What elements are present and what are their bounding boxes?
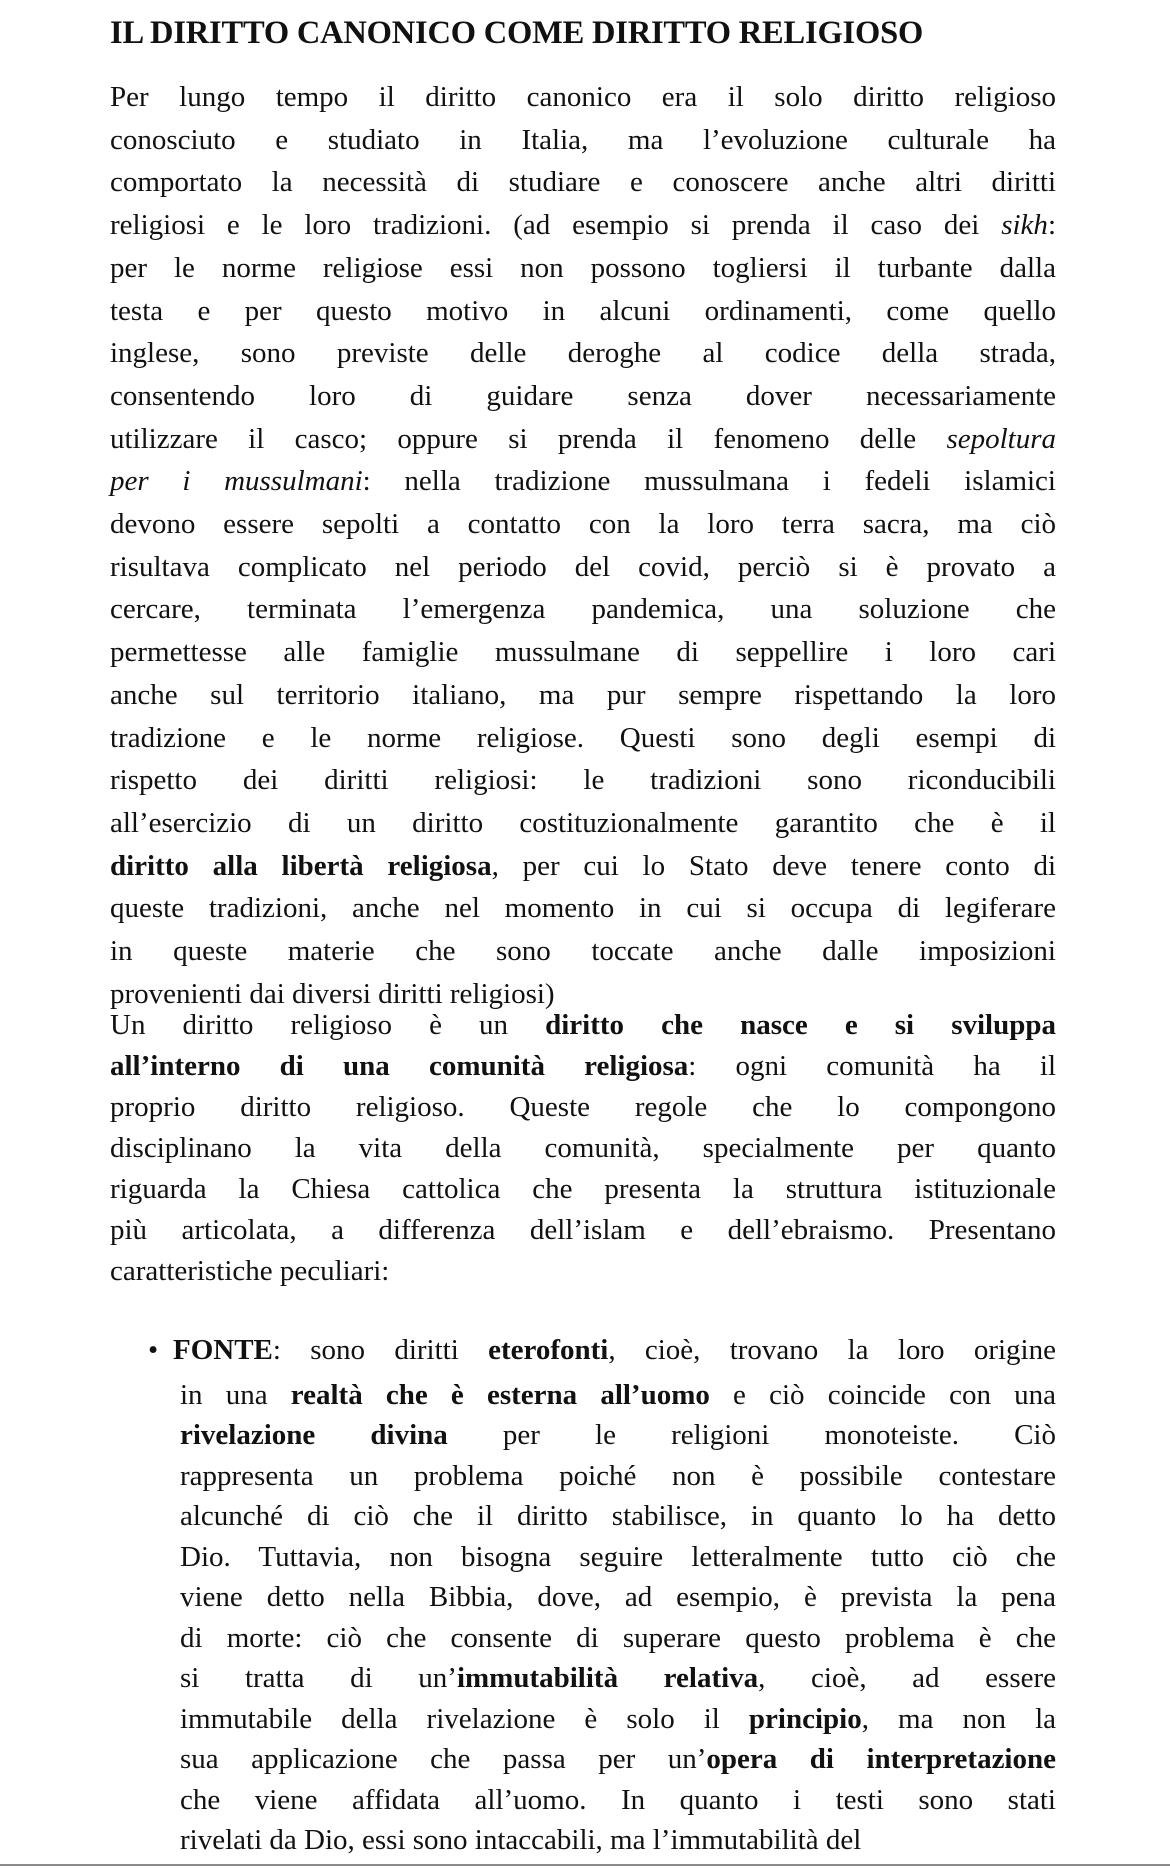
text-run: rappresenta un problema poiché non è possibile contestare [180,1459,1056,1492]
text-line [110,759,1056,802]
text-run: , cioè, ad essere [758,1662,1057,1694]
text-run: consentendo loro di guidare senza dover necessariamente [110,379,1056,412]
text-line [110,1210,1056,1251]
text-line [180,1577,1056,1618]
text-run: di morte: ciò che consente di superare questo problema è che [180,1621,1056,1654]
text-run: cercare, terminata l’emergenza pandemica, una soluzione che [110,593,1056,626]
text-run: e ciò coincide con una [709,1378,1057,1411]
bold-emphasis: rivelazione divina [180,1419,448,1451]
bullet-first-line [173,1330,1056,1371]
text-run: comportato la necessità di studiare e conoscere anche altri diritti [110,166,1056,199]
text-line [110,1087,1056,1128]
text-line [110,247,1056,290]
bullet-body [180,1375,1056,1861]
text-run: all’esercizio di un diritto costituzionalmente garantito che è il [110,806,1056,839]
bold-emphasis: diritto che nasce e si sviluppa [545,1009,1056,1041]
text-run: testa e per questo motivo in alcuni ordinamenti, come quello [110,294,1056,327]
text-run: riguarda la Chiesa cattolica che presenta la struttura istituzionale [110,1173,1056,1205]
paragraph-definition [110,1005,1056,1292]
bold-emphasis: immutabilità relativa [456,1662,759,1694]
bold-emphasis: opera di interpretazione [706,1743,1056,1775]
text-run: , cioè, trovano la loro origine [608,1334,1056,1366]
text-line [110,375,1056,418]
bold-emphasis: diritto alla libertà religiosa [110,849,492,882]
text-run: che viene affidata all’uomo. In quanto i testi sono stati [180,1783,1056,1816]
text-run: : ogni comunità ha il [688,1050,1056,1082]
text-run: Dio. Tuttavia, non bisogna seguire letteralmente tutto ciò che [180,1540,1056,1573]
bullet-icon: • [148,1334,159,1366]
text-line [180,1496,1056,1537]
text-line [110,503,1056,546]
italic-emphasis: sepoltura [946,422,1056,455]
bold-emphasis: realtà che è esterna all’uomo [290,1378,710,1411]
document-title: IL DIRITTO CANONICO COME DIRITTO RELIGIOSO [110,15,924,51]
text-line [180,1739,1056,1780]
text-line [110,290,1056,333]
text-line [180,1780,1056,1821]
text-run: proprio diritto religioso. Queste regole che lo compongono [110,1091,1056,1123]
text-run: in una [180,1378,291,1411]
italic-emphasis: sikh [1001,209,1048,242]
text-line [180,1456,1056,1497]
text-run: per le religioni monoteiste. Ciò [447,1419,1056,1451]
text-run: sua applicazione che passa per un’ [180,1743,707,1775]
text-line [110,887,1056,930]
text-run: per le norme religiose essi non possono togliersi il turbante dalla [110,251,1056,284]
text-run: devono essere sepolti a contatto con la loro terra sacra, ma ciò [110,508,1056,541]
text-run: conosciuto e studiato in Italia, ma l’evoluzione culturale ha [110,123,1056,156]
text-run: utilizzare il casco; oppure si prenda il fenomeno delle [110,422,947,455]
bold-emphasis: all’interno di una comunità religiosa [110,1050,689,1082]
text-run: in queste materie che sono toccate anche dalle imposizioni [110,935,1056,968]
text-line [110,717,1056,760]
text-run: alcunché di ciò che il diritto stabilisce, in quanto lo ha detto [180,1500,1056,1532]
bold-emphasis: principio [748,1702,862,1735]
text-line [180,1415,1056,1456]
text-run: : [1047,209,1056,242]
text-line [110,674,1056,717]
text-run: Per lungo tempo il diritto canonico era il solo diritto religioso [110,81,1056,113]
text-run: anche sul territorio italiano, ma pur sempre rispettando la loro [110,678,1056,711]
text-line [110,418,1056,461]
text-line [110,204,1056,247]
text-line [110,76,1056,119]
text-run: permettesse alle famiglie mussulmane di seppellire i loro cari [110,636,1056,669]
text-line [110,588,1056,631]
text-run: rispetto dei diritti religiosi: le tradizioni sono riconducibili [110,764,1056,797]
text-line [110,845,1056,888]
list-item-fonte [110,1330,1056,1861]
text-line [180,1375,1056,1416]
text-run: tradizione e le norme religiose. Questi sono degli esempi di [110,721,1056,754]
text-run: provenienti dai diversi diritti religiosi) [110,977,555,1010]
bold-emphasis: FONTE [173,1334,273,1366]
text-run: rivelati da Dio, essi sono intaccabili, ma l’immutabilità del [180,1824,862,1856]
italic-emphasis: per i mussulmani [110,465,363,498]
text-line [110,1046,1056,1087]
text-line [110,460,1056,503]
characteristics-list [110,1330,1056,1861]
text-line [180,1658,1056,1699]
text-run: Un diritto religioso è un [110,1009,546,1041]
bold-emphasis: eterofonti [488,1334,609,1366]
text-run: più articolata, a differenza dell’islam e dell’ebraismo. Presentano [110,1214,1056,1246]
page-bottom-divider [0,1864,1170,1866]
text-run: : nella tradizione mussulmana i fedeli islamici [362,465,1056,498]
text-run: , per cui lo Stato deve tenere conto di [491,849,1057,882]
text-line [110,546,1056,589]
text-line [180,1699,1056,1740]
text-run: si tratta di un’ [180,1662,457,1694]
text-run: risultava complicato nel periodo del covid, perciò si è provato a [110,550,1056,583]
text-run: queste tradizioni, anche nel momento in cui si occupa di legiferare [110,892,1056,925]
text-line [110,1169,1056,1210]
text-run: : sono diritti [272,1334,489,1366]
text-line [110,1128,1056,1169]
text-line [110,119,1056,162]
text-run: disciplinano la vita della comunità, specialmente per quanto [110,1132,1056,1164]
text-run: inglese, sono previste delle deroghe al codice della strada, [110,337,1056,370]
text-run: religiosi e le loro tradizioni. (ad esempio si prenda il caso dei [110,209,1002,242]
text-line [110,631,1056,674]
text-line [110,930,1056,973]
text-run: caratteristiche peculiari: [110,1255,390,1287]
text-run: viene detto nella Bibbia, dove, ad esempio, è prevista la pena [180,1581,1056,1613]
text-line [180,1537,1056,1578]
text-run: immutabile della rivelazione è solo il [180,1702,749,1735]
paragraph-intro [110,76,1056,1015]
text-line [180,1820,1056,1861]
text-line [110,1005,1056,1046]
text-run: , ma non la [861,1702,1057,1735]
text-line [110,332,1056,375]
text-line [110,161,1056,204]
text-line [180,1618,1056,1659]
text-line [110,1251,1056,1292]
text-line [110,802,1056,845]
